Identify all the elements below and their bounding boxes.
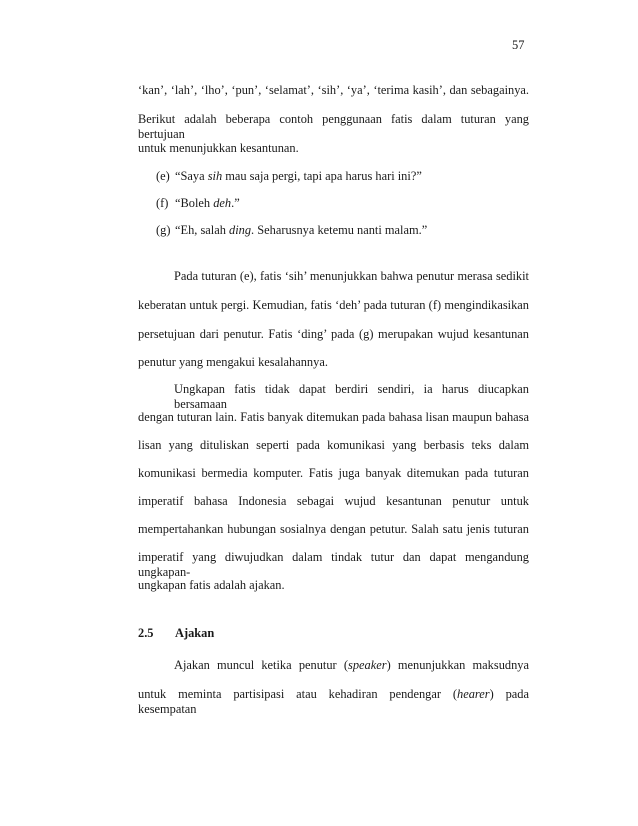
paragraph-3-line-3: lisan yang dituliskan seperti pada komunikasi yang berbasis teks dalam <box>138 438 529 452</box>
page-number: 57 <box>512 38 525 52</box>
paragraph-1-line-2: Berikut adalah beberapa contoh penggunaan fatis dalam tuturan yang bertujuan <box>138 112 529 141</box>
example-label: (f) <box>156 196 169 210</box>
paragraph-4-line-1: Ajakan muncul ketika penutur (speaker) menunjukkan maksudnya <box>174 658 529 672</box>
example-text: “Boleh deh.” <box>175 196 240 210</box>
paragraph-3-line-7: imperatif yang diwujudkan dalam tindak tutur dan dapat mengandung ungkapan- <box>138 550 529 579</box>
paragraph-1-line-3: untuk menunjukkan kesantunan. <box>138 141 299 155</box>
paragraph-2-line-2: keberatan untuk pergi. Kemudian, fatis ‘deh’ pada tuturan (f) mengindikasikan <box>138 298 529 312</box>
paragraph-3-line-5: imperatif bahasa Indonesia sebagai wujud kesantunan penutur untuk <box>138 494 529 508</box>
paragraph-2-line-1: Pada tuturan (e), fatis ‘sih’ menunjukkan bahwa penutur merasa sedikit <box>174 269 529 283</box>
example-label: (e) <box>156 169 170 183</box>
paragraph-4-line-2: untuk meminta partisipasi atau kehadiran pendengar (hearer) pada kesempatan <box>138 687 529 716</box>
section-title: Ajakan <box>175 626 215 640</box>
section-number: 2.5 <box>138 626 154 640</box>
paragraph-2-line-4: penutur yang mengakui kesalahannya. <box>138 355 328 369</box>
paragraph-3-line-6: mempertahankan hubungan sosialnya dengan petutur. Salah satu jenis tuturan <box>138 522 529 536</box>
paragraph-1-line-1: ‘kan’, ‘lah’, ‘lho’, ‘pun’, ‘selamat’, ‘sih’, ‘ya’, ‘terima kasih’, dan sebagainya. <box>138 83 529 97</box>
paragraph-3-line-8: ungkapan fatis adalah ajakan. <box>138 578 285 592</box>
paragraph-3-line-1: Ungkapan fatis tidak dapat berdiri sendiri, ia harus diucapkan bersamaan <box>174 382 529 411</box>
paragraph-3-line-4: komunikasi bermedia komputer. Fatis juga banyak ditemukan pada tuturan <box>138 466 529 480</box>
paragraph-2-line-3: persetujuan dari penutur. Fatis ‘ding’ pada (g) merupakan wujud kesantunan <box>138 327 529 341</box>
paragraph-3-line-2: dengan tuturan lain. Fatis banyak ditemukan pada bahasa lisan maupun bahasa <box>138 410 529 424</box>
example-label: (g) <box>156 223 171 237</box>
example-text: “Saya sih mau saja pergi, tapi apa harus hari ini?” <box>175 169 422 183</box>
example-text: “Eh, salah ding. Seharusnya ketemu nanti malam.” <box>175 223 428 237</box>
